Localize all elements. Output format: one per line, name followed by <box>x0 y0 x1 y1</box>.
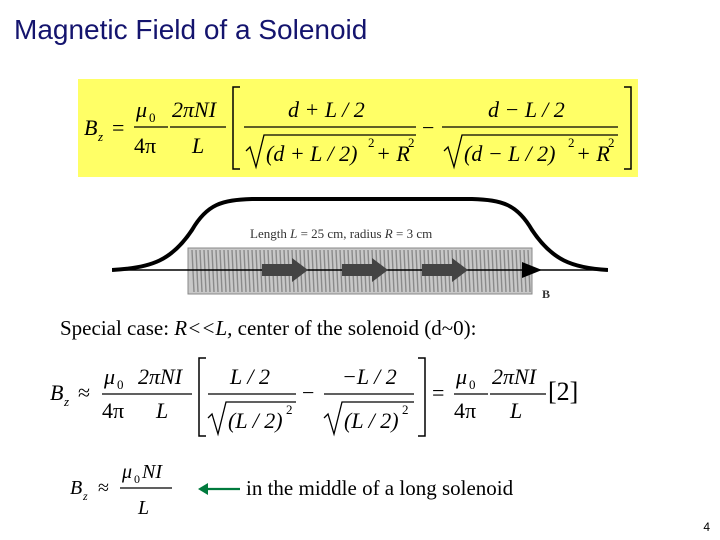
special-condition: R<<L, <box>174 316 233 340</box>
slide-title: Magnetic Field of a Solenoid <box>14 14 368 45</box>
solenoid-diagram <box>112 190 608 312</box>
eq2-bracket-value: [2] <box>548 377 579 406</box>
eq3-mu-sub: 0 <box>134 472 140 486</box>
note-text: in the middle of a long solenoid <box>246 476 514 500</box>
eq2-mu-b: μ <box>456 364 468 389</box>
eq3-den: L <box>138 497 150 519</box>
eq-equals: = <box>112 115 125 140</box>
eq-lhs-sub: z <box>98 129 104 144</box>
eq2-four-pi: 4π <box>102 398 125 423</box>
special-prefix: Special case: <box>60 316 175 340</box>
field-b-label: B <box>542 287 551 301</box>
eq2-den1-sq: 2 <box>286 402 293 417</box>
special-case-text <box>60 316 476 341</box>
eq2-L: L <box>156 398 169 423</box>
eq-den1: (d + L / 2) <box>266 141 358 166</box>
page-number: 4 <box>703 520 710 534</box>
center-equation-svg <box>40 356 600 440</box>
eq-den1-r: + R <box>376 141 410 166</box>
center-equation <box>40 356 600 440</box>
special-suffix: center of the solenoid (d~0): <box>232 316 477 340</box>
eq-mu: μ <box>136 97 148 122</box>
eq-den1-sq: 2 <box>368 135 375 150</box>
left-arrow-icon <box>196 479 242 499</box>
eq2-minus: − <box>302 380 315 405</box>
eq3-approx: ≈ <box>98 477 109 499</box>
main-equation-box <box>78 79 638 177</box>
eq-den2-r: + R <box>576 141 610 166</box>
eq2-approx: ≈ <box>78 380 91 405</box>
result-equation-svg <box>62 456 192 522</box>
eq2-den2: (L / 2) <box>344 408 399 433</box>
eq2-mu-sub-b: 0 <box>469 377 476 392</box>
eq2-den2-sq: 2 <box>402 402 409 417</box>
main-equation <box>78 79 638 177</box>
eq-L: L <box>192 133 205 158</box>
eq-mu-sub: 0 <box>149 110 156 125</box>
solenoid-field-figure <box>112 190 608 312</box>
eq3-mu: μ <box>122 461 133 483</box>
eq-den2: (d − L / 2) <box>464 141 556 166</box>
eq2-num1: L / 2 <box>230 364 270 389</box>
eq-num1: d + L / 2 <box>288 97 365 122</box>
eq2-num2: −L / 2 <box>342 364 397 389</box>
eq-minus: − <box>422 115 435 140</box>
eq2-two-pi-ni-b: 2πNI <box>492 364 537 389</box>
eq2-lhs-sub: z <box>64 394 70 409</box>
eq2-mu-sub: 0 <box>117 377 124 392</box>
eq-two-pi-ni: 2πNI <box>172 97 217 122</box>
eq-four-pi: 4π <box>134 133 157 158</box>
eq2-L-b: L <box>510 398 523 423</box>
eq-den1-r-sq: 2 <box>408 135 415 150</box>
eq-den2-sq: 2 <box>568 135 575 150</box>
eq3-ni: NI <box>142 461 162 483</box>
eq-lhs: B <box>84 115 98 140</box>
eq2-four-pi-b: 4π <box>454 398 477 423</box>
eq-num2: d − L / 2 <box>488 97 565 122</box>
eq2-den1: (L / 2) <box>228 408 283 433</box>
eq2-lhs: B <box>50 380 64 405</box>
eq3-lhs-sub: z <box>83 489 88 503</box>
eq3-lhs: B <box>70 477 83 499</box>
eq-den2-r-sq: 2 <box>608 135 615 150</box>
result-equation <box>62 456 192 522</box>
figure-caption: Length L = 25 cm, radius R = 3 cm <box>250 226 433 241</box>
eq2-equals: = <box>432 380 445 405</box>
eq2-two-pi-ni: 2πNI <box>138 364 183 389</box>
eq2-mu: μ <box>104 364 116 389</box>
